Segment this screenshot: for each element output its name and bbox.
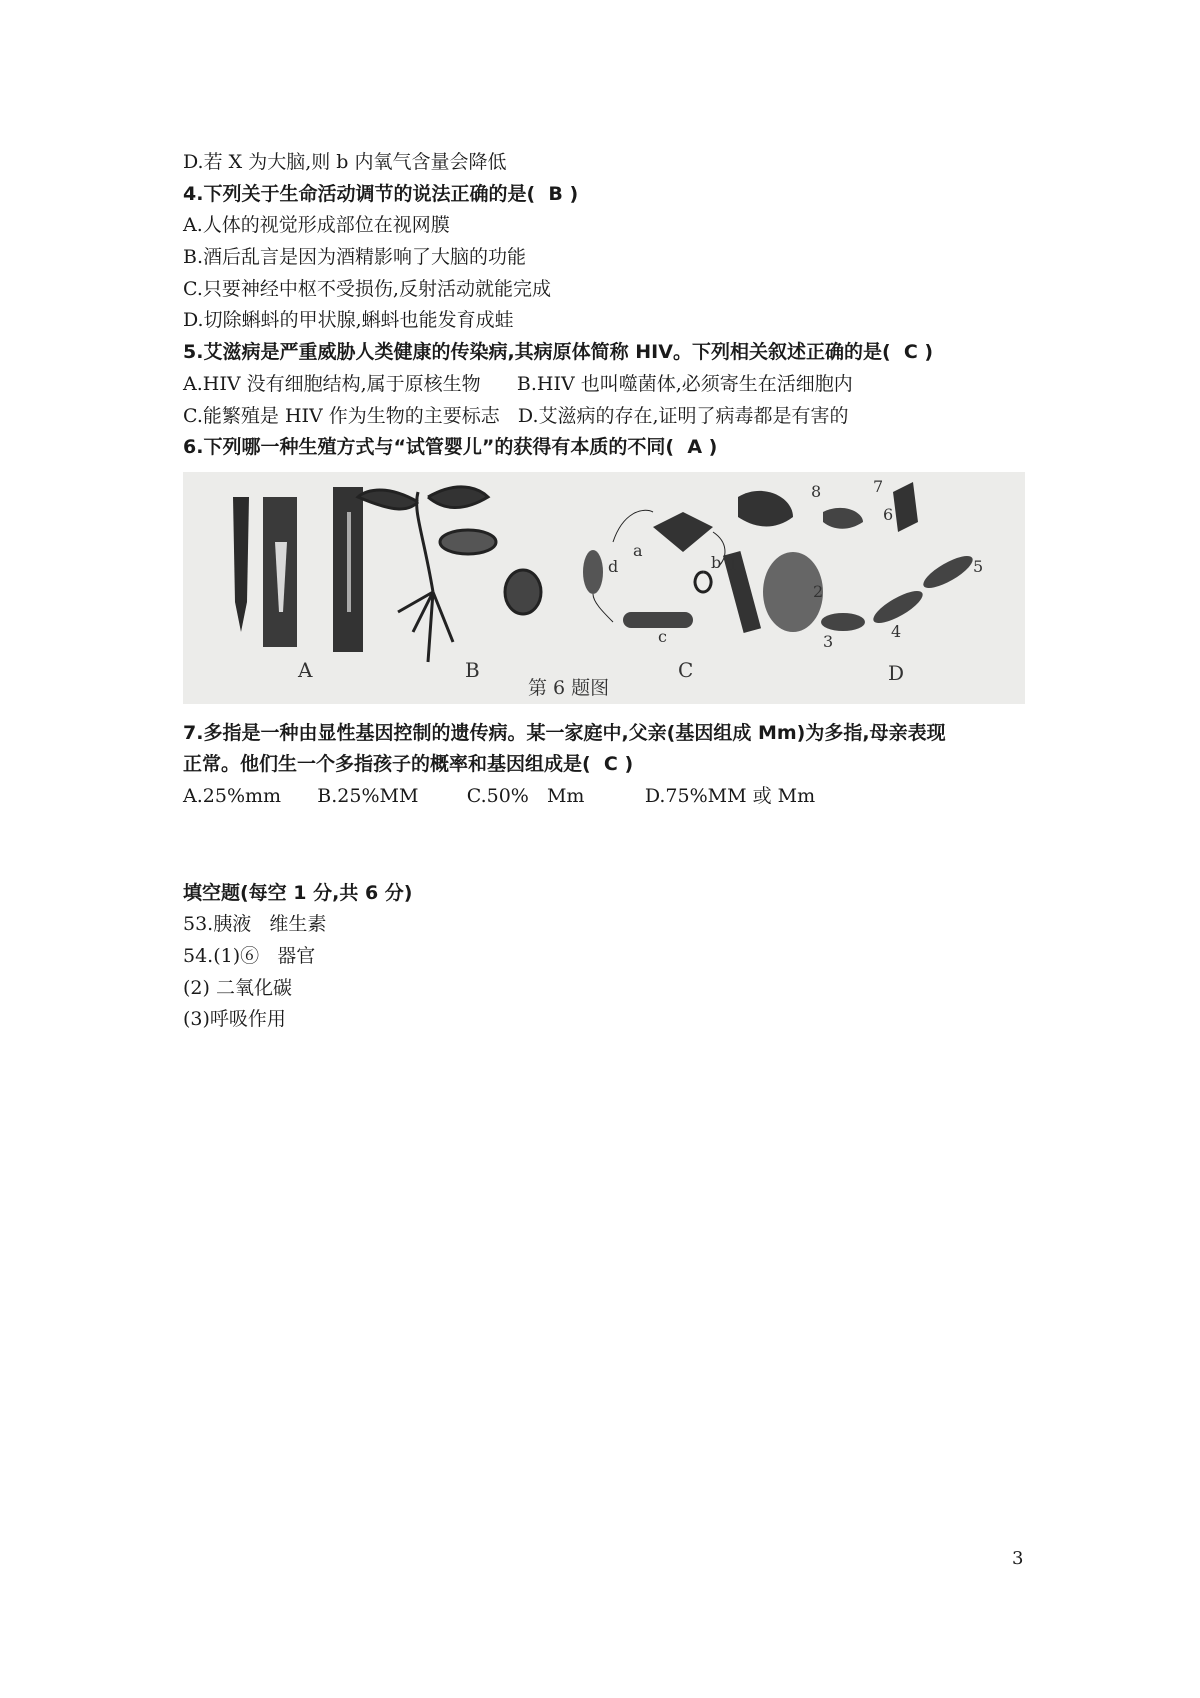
d-stage-label-7: 7 (873, 477, 884, 496)
d-stage-label-1: 1 (728, 555, 739, 574)
c-stage-label-c: c (658, 627, 667, 646)
figure-caption: 第 6 题图 (528, 677, 610, 699)
q4-option-a: A.人体的视觉形成部位在视网膜 (183, 214, 450, 236)
panel-c-insect-cycle-art (583, 510, 725, 628)
fill-blank-title: 填空题(每空 1 分,共 6 分) (183, 882, 413, 904)
answer-54-part-1: 54.(1)⑥ 器官 (183, 945, 316, 967)
d-stage-label-8: 8 (811, 482, 822, 501)
q3-option-d: D.若 X 为大脑,则 b 内氧气含量会降低 (183, 151, 507, 173)
c-stage-label-a: a (633, 541, 643, 560)
q5-options-cd: C.能繁殖是 HIV 作为生物的主要标志 D.艾滋病的存在,证明了病毒都是有害的 (183, 405, 849, 427)
page-number: 3 (1012, 1548, 1024, 1569)
d-stage-label-5: 5 (973, 557, 984, 576)
panel-label-b: B (465, 658, 480, 682)
panel-b-tuber-art (358, 487, 541, 662)
q5-options-ab: A.HIV 没有细胞结构,属于原核生物 B.HIV 也叫噬菌体,必须寄生在活细胞内 (183, 373, 853, 395)
q4-option-b: B.酒后乱言是因为酒精影响了大脑的功能 (183, 246, 527, 268)
q7-stem-line-2: 正常。他们生一个多指孩子的概率和基因组成是( C ) (183, 753, 634, 775)
q6-figure-art (183, 472, 1025, 704)
answer-54-part-3: (3)呼吸作用 (183, 1008, 286, 1030)
panel-d-frog-cycle-art (723, 482, 977, 633)
q7-stem-line-1: 7.多指是一种由显性基因控制的遗传病。某一家庭中,父亲(基因组成 Mm)为多指,母亲表现 (183, 722, 946, 744)
q4-stem: 4.下列关于生命活动调节的说法正确的是( B ) (183, 183, 579, 205)
q4-option-c: C.只要神经中枢不受损伤,反射活动就能完成 (183, 278, 551, 300)
panel-label-c: C (678, 658, 694, 682)
d-stage-label-6: 6 (883, 505, 894, 524)
d-stage-label-2: 2 (813, 582, 824, 601)
d-stage-label-3: 3 (823, 632, 834, 651)
q6-stem: 6.下列哪一种生殖方式与“试管婴儿”的获得有本质的不同( A ) (183, 436, 718, 458)
answer-53: 53.胰液 维生素 (183, 913, 327, 935)
q6-figure (183, 472, 1025, 704)
q4-option-d: D.切除蝌蚪的甲状腺,蝌蚪也能发育成蛙 (183, 309, 514, 331)
c-stage-label-b: b (711, 553, 722, 572)
answer-54-part-2: (2) 二氧化碳 (183, 977, 292, 999)
q5-stem: 5.艾滋病是严重威胁人类健康的传染病,其病原体简称 HIV。下列相关叙述正确的是( C ) (183, 341, 934, 363)
d-stage-label-4: 4 (891, 622, 902, 641)
panel-label-d: D (888, 661, 905, 685)
q7-options: A.25%mm B.25%MM C.50% Mm D.75%MM 或 Mm (183, 785, 816, 807)
panel-label-a: A (298, 658, 313, 682)
panel-a-grafting-art (233, 487, 363, 652)
c-stage-label-d: d (608, 557, 619, 576)
